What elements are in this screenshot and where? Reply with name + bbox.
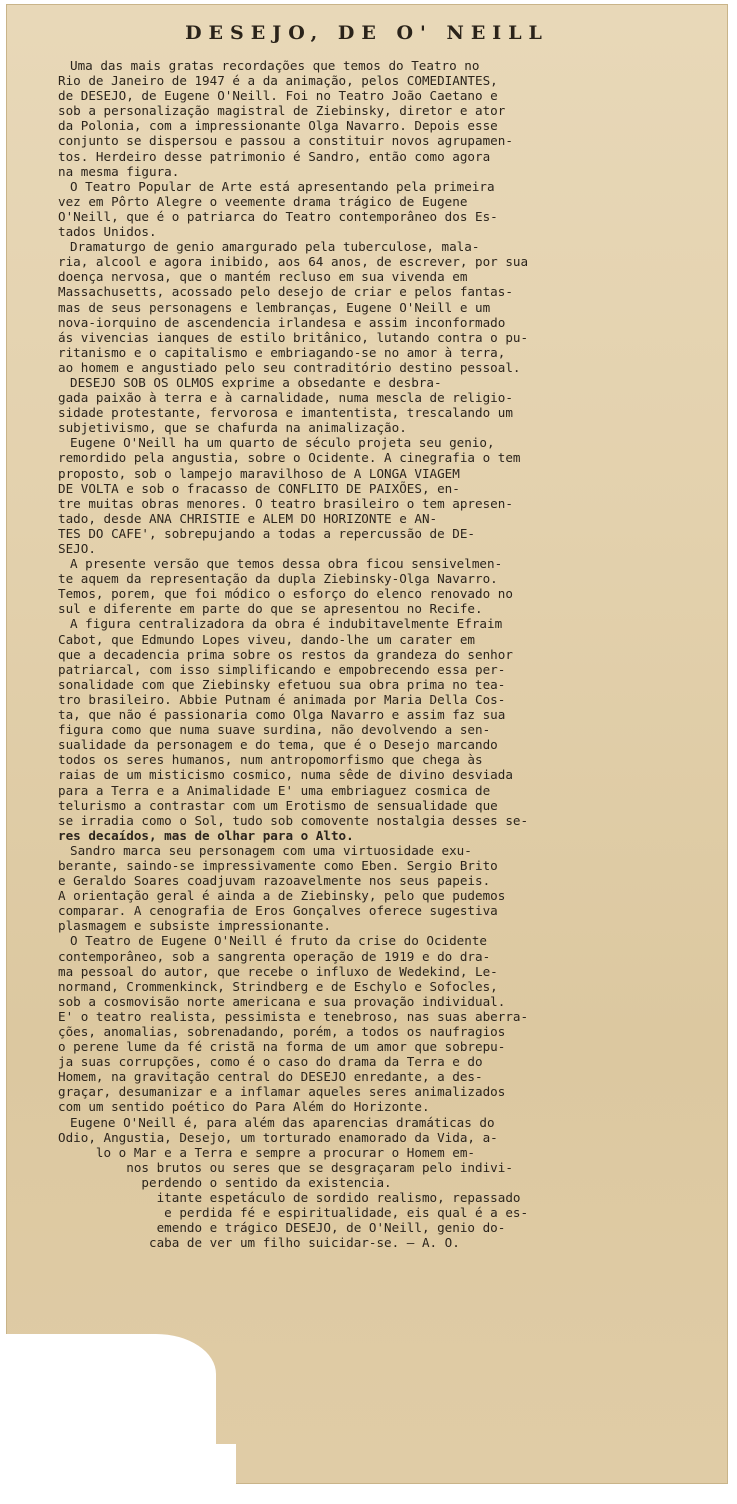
article-line: berante, saindo-se impressivamente como Eben. Sergio Brito: [58, 857, 498, 873]
article-line: ma pessoal do autor, que recebe o influxo de Wedekind, Le-: [58, 963, 498, 979]
article-line: subjetivismo, que se chafurda na animalização.: [58, 420, 407, 436]
article-line: Eugene O'Neill é, para além das aparencias dramáticas do: [70, 1114, 495, 1130]
article-line: Eugene O'Neill ha um quarto de século projeta seu genio,: [70, 435, 495, 451]
article-line: raias de um misticismo cosmico, numa sêde de divino desviada: [58, 767, 513, 783]
article-line: tro brasileiro. Abbie Putnam é animada por Maria Della Cos-: [58, 691, 506, 707]
article-line: O Teatro de Eugene O'Neill é fruto da crise do Ocidente: [70, 933, 488, 949]
article-line: tado, desde ANA CHRISTIE e ALEM DO HORIZONTE e AN-: [58, 510, 438, 526]
article-line: caba de ver um filho suicidar-se. — A. O.: [58, 1235, 460, 1251]
article-line: te aquem da representação da dupla Ziebinsky-Olga Navarro.: [58, 571, 498, 587]
newspaper-clipping: [6, 4, 728, 1484]
article-line: Uma das mais gratas recordações que temos do Teatro no: [70, 58, 480, 73]
article-line: TES DO CAFE', sobrepujando a todas a repercussão de DE-: [58, 525, 476, 541]
article-line: sonalidade com que Ziebinsky efetuou sua obra prima no tea-: [58, 676, 506, 692]
article-line: patriarcal, com isso simplificando e empobrecendo essa per-: [58, 661, 506, 677]
article-line: se irradia como o Sol, tudo sob comovente nostalgia desses se-: [58, 812, 529, 828]
article-line: e Geraldo Soares coadjuvam razoavelmente nos seus papeis.: [58, 873, 491, 889]
article-line: A presente versão que temos dessa obra ficou sensivelmen-: [70, 556, 503, 572]
article-line: proposto, sob o lampejo maravilhoso de A LONGA VIAGEM: [58, 465, 460, 481]
article-line: sob a personalização magistral de Ziebinsky, diretor e ator: [58, 103, 506, 119]
article-line: res decaídos, mas de olhar para o Alto.: [58, 827, 354, 843]
article-line: sul e diferente em parte do que se apresentou no Recife.: [58, 601, 483, 617]
article-line: SEJO.: [58, 541, 96, 556]
article-line: conjunto se dispersou e passou a constituir novos agrupamen-: [58, 133, 513, 149]
article-line: Sandro marca seu personagem com uma virtuosidade exu-: [70, 842, 472, 858]
article-body: [58, 58, 718, 1250]
article-line: Dramaturgo de genio amargurado pela tuberculose, mala-: [70, 239, 480, 255]
article-line: A orientação geral é ainda a de Ziebinsky, pelo que pudemos: [58, 888, 506, 904]
article-line: vez em Pôrto Alegre o veemente drama trágico de Eugene: [58, 193, 468, 209]
article-line: itante espetáculo de sordido realismo, repassado: [58, 1190, 521, 1206]
article-line: comparar. A cenografia de Eros Gonçalves oferece sugestiva: [58, 903, 498, 919]
article-line: de DESEJO, de Eugene O'Neill. Foi no Teatro João Caetano e: [58, 88, 498, 104]
article-line: que a decadencia prima sobre os restos da grandeza do senhor: [58, 646, 513, 662]
article-line: O Teatro Popular de Arte está apresentando pela primeira: [70, 178, 495, 194]
article-line: todos os seres humanos, num antropomorfismo que chega às: [58, 752, 483, 768]
article-line: ás vivencias ianques de estilo britânico, lutando contra o pu-: [58, 329, 529, 345]
article-line: o perene lume da fé cristã na forma de um amor que sobrepu-: [58, 1039, 506, 1055]
article-line: tados Unidos.: [58, 224, 157, 240]
article-line: ta, que não é passionaria como Olga Navarro e assim faz sua: [58, 707, 506, 723]
article-line: Rio de Janeiro de 1947 é a da animação, pelos COMEDIANTES,: [58, 73, 498, 89]
article-line: Homem, na gravitação central do DESEJO enredante, a des-: [58, 1069, 483, 1085]
article-line: ao homem e angustiado pelo seu contraditório destino pessoal.: [58, 359, 521, 375]
article-line: remordido pela angustia, sobre o Ocidente. A cinegrafia o tem: [58, 450, 521, 466]
article-line: ja suas corrupções, como é o caso do drama da Terra e do: [58, 1054, 483, 1070]
article-line: e perdida fé e espiritualidade, eis qual é a es-: [58, 1205, 529, 1221]
article-line: A figura centralizadora da obra é indubitavelmente Efraim: [70, 616, 503, 632]
article-line: telurismo a contrastar com um Erotismo de sensualidade que: [58, 797, 498, 813]
article-line: lo o Mar e a Terra e sempre a procurar o Homem em-: [58, 1144, 476, 1160]
article-line: sob a cosmovisão norte americana e sua provação individual.: [58, 993, 506, 1009]
article-line: graçar, desumanizar e a inflamar aqueles seres animalizados: [58, 1084, 506, 1100]
article-line: plasmagem e subsiste impressionante.: [58, 918, 331, 934]
article-line: tre muitas obras menores. O teatro brasileiro o tem apresen-: [58, 495, 513, 511]
article-line: ria, alcool e agora inibido, aos 64 anos, de escrever, por sua: [58, 254, 529, 270]
article-line: Temos, porem, que foi módico o esforço do elenco renovado no: [58, 586, 513, 602]
article-line: nos brutos ou seres que se desgraçaram pelo indivi-: [58, 1159, 513, 1175]
article-line: O'Neill, que é o patriarca do Teatro contemporâneo dos Es-: [58, 208, 498, 224]
article-line: DESEJO SOB OS OLMOS exprime a obsedante e desbra-: [70, 374, 442, 390]
article-line: tos. Herdeiro desse patrimonio é Sandro, então como agora: [58, 148, 491, 164]
article-line: sidade protestante, fervorosa e imantentista, trescalando um: [58, 405, 513, 421]
torn-edge: [156, 1444, 236, 1504]
article-line: contemporâneo, sob a sangrenta operação de 1919 e do dra-: [58, 948, 491, 964]
article-line: normand, Crommenkinck, Strindberg e de Eschylo e Sofocles,: [58, 978, 498, 994]
article-line: ções, anomalias, sobrenadando, porém, a todos os naufragios: [58, 1024, 506, 1039]
article-line: Odio, Angustia, Desejo, um torturado enamorado da Vida, a-: [58, 1129, 498, 1145]
article-line: emendo e trágico DESEJO, de O'Neill, genio do-: [58, 1220, 506, 1236]
article-line: DE VOLTA e sob o fracasso de CONFLITO DE PAIXÕES, en-: [58, 480, 460, 496]
article-line: E' o teatro realista, pessimista e tenebroso, nas suas aberra-: [58, 1008, 529, 1024]
article-line: gada paixão à terra e à carnalidade, numa mescla de religio-: [58, 390, 513, 406]
article-line: sualidade da personagem e do tema, que é o Desejo marcando: [58, 737, 498, 753]
article-headline: DESEJO, DE O' NEILL: [185, 22, 549, 44]
article-line: na mesma figura.: [58, 163, 180, 179]
article-line: para a Terra e a Animalidade E' uma embriaguez cosmica de: [58, 782, 491, 798]
article-line: com um sentido poético do Para Além do Horizonte.: [58, 1099, 430, 1115]
article-line: figura como que numa suave surdina, não devolvendo a sen-: [58, 722, 491, 738]
article-line: mas de seus personagens e lembranças, Eugene O'Neill e um: [58, 299, 491, 315]
article-line: ritanismo e o capitalismo e embriagando-se no amor à terra,: [58, 344, 506, 360]
article-line: Cabot, que Edmundo Lopes viveu, dando-lhe um carater em: [58, 631, 476, 647]
article-line: perdendo o sentido da existencia.: [58, 1174, 392, 1190]
article-line: doença nervosa, que o mantém recluso em sua vivenda em: [58, 269, 468, 285]
article-line: Massachusetts, acossado pelo desejo de criar e pelos fantas-: [58, 284, 513, 300]
article-line: nova-iorquino de ascendencia irlandesa e assim inconformado: [58, 314, 506, 330]
article-line: da Polonia, com a impressionante Olga Navarro. Depois esse: [58, 118, 498, 134]
